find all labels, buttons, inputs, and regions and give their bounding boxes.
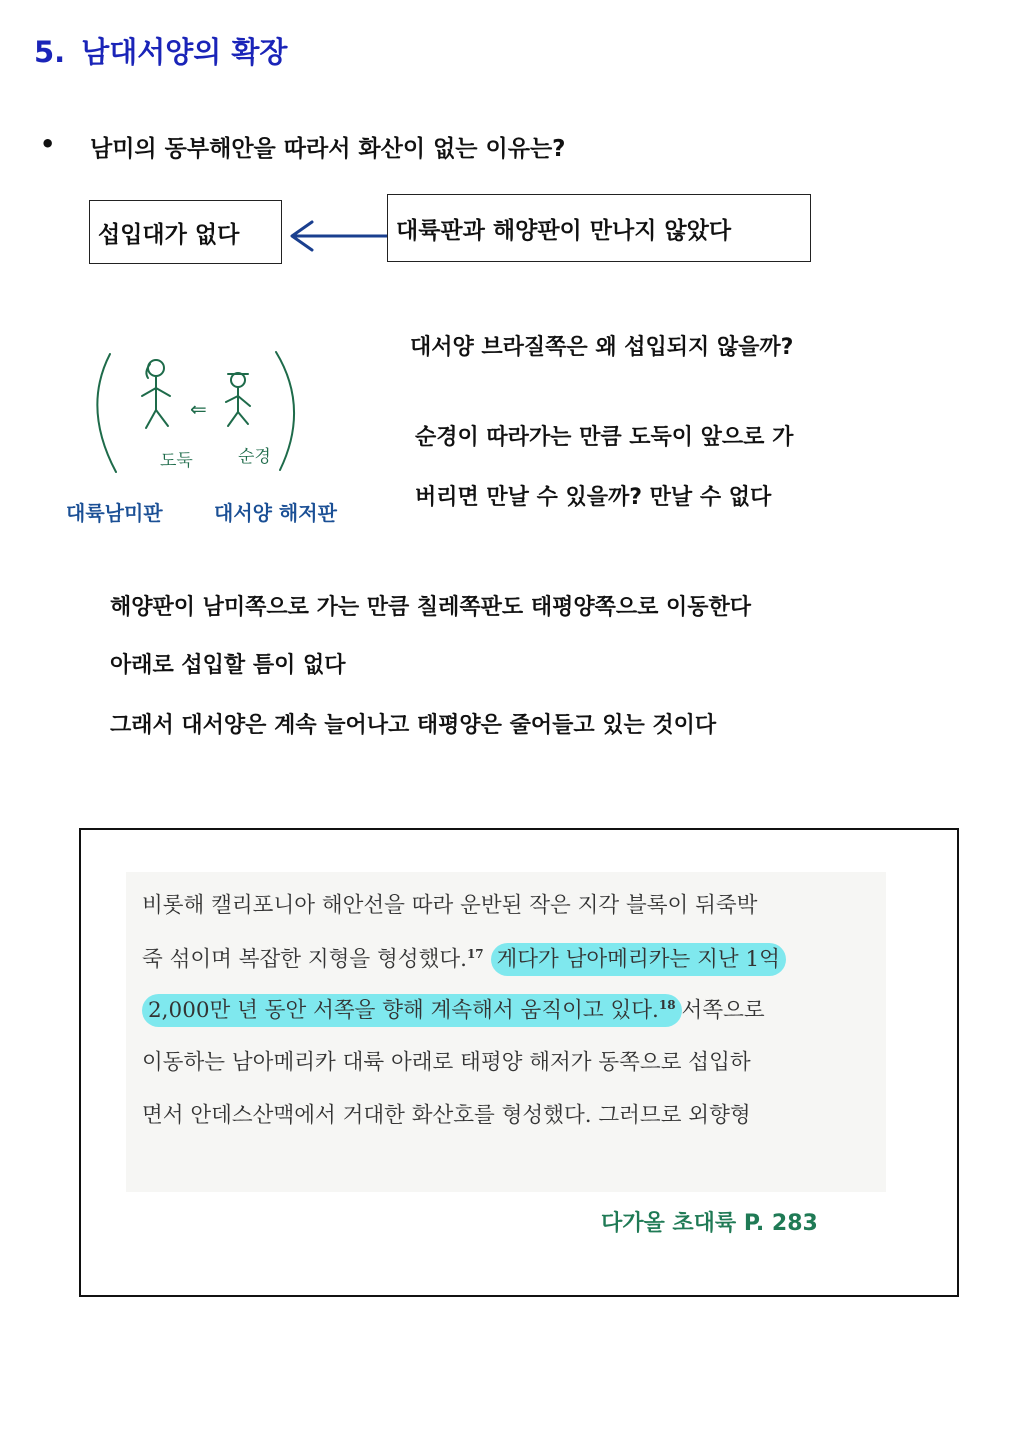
left-bracket-icon bbox=[97, 354, 116, 472]
reason-box bbox=[387, 194, 811, 262]
left-arrow-icon bbox=[286, 220, 390, 252]
section-number: 5. bbox=[34, 35, 66, 69]
thief-figure-icon bbox=[142, 360, 170, 428]
quote-line-1: 비롯해 캘리포니아 해안선을 따라 운반된 작은 지각 블록이 뒤죽박 bbox=[142, 893, 758, 918]
cause-box bbox=[89, 200, 282, 264]
quote-line-5: 면서 안데스산맥에서 거대한 화산호를 형성했다. 그러므로 외향형 bbox=[142, 1103, 751, 1128]
footnote-18: 18 bbox=[658, 997, 676, 1012]
second-question: 대서양 브라질쪽은 왜 섭입되지 않을까? bbox=[410, 335, 794, 360]
police-figure-icon bbox=[226, 373, 250, 426]
quote-line-4: 이동하는 남아메리카 대륙 아래로 태평양 해저가 동쪽으로 섭입하 bbox=[142, 1050, 751, 1075]
scanned-page bbox=[126, 872, 886, 1192]
answer-line-1: 순경이 따라가는 만큼 도둑이 앞으로 가 bbox=[415, 425, 794, 450]
reason-text: 대륙판과 해양판이 만나지 않았다 bbox=[396, 217, 732, 244]
section-title: 남대서양의 확장 bbox=[81, 35, 288, 69]
bullet-marker: • bbox=[40, 130, 56, 158]
book-quote-box bbox=[79, 828, 959, 1297]
footnote-17: 17 bbox=[466, 946, 484, 961]
highlighted-text-2-content: 2,000만 년 동안 서쪽을 향해 계속해서 움직이고 있다. bbox=[148, 998, 659, 1023]
quote-line-3-tail: 서쪽으로 bbox=[681, 998, 765, 1023]
police-label: 순경 bbox=[238, 447, 271, 467]
highlighted-text-1: 게다가 남아메리카는 지난 1억 bbox=[491, 943, 786, 976]
quote-source: 다가올 초대륙 P. 283 bbox=[601, 1211, 818, 1236]
right-bracket-icon bbox=[276, 352, 294, 470]
explanation-line-1: 해양판이 남미쪽으로 가는 만큼 칠레쪽판도 태평양쪽으로 이동한다 bbox=[110, 595, 752, 620]
quote-line-2 bbox=[142, 942, 786, 973]
oceanic-plate-label: 대서양 해저판 bbox=[214, 501, 337, 525]
highlighted-text-2 bbox=[142, 994, 682, 1027]
continental-plate-label: 대륙남미판 bbox=[66, 501, 163, 525]
quote-line-2-text: 죽 섞이며 복잡한 지형을 형성했다. bbox=[142, 947, 467, 972]
explanation-line-2: 아래로 섭입할 틈이 없다 bbox=[110, 653, 346, 678]
explanation-line-3: 그래서 대서양은 계속 늘어나고 태평양은 줄어들고 있는 것이다 bbox=[110, 713, 717, 738]
sketch-arrow: ⇐ bbox=[190, 397, 207, 421]
thief-label: 도둑 bbox=[160, 451, 193, 471]
quote-line-3 bbox=[142, 993, 765, 1024]
section-heading bbox=[34, 30, 287, 71]
answer-line-2: 버리면 만날 수 있을까? 만날 수 없다 bbox=[415, 485, 772, 510]
thief-police-sketch bbox=[88, 346, 318, 486]
cause-text: 섭입대가 없다 bbox=[98, 221, 240, 248]
main-question: 남미의 동부해안을 따라서 화산이 없는 이유는? bbox=[90, 136, 566, 162]
